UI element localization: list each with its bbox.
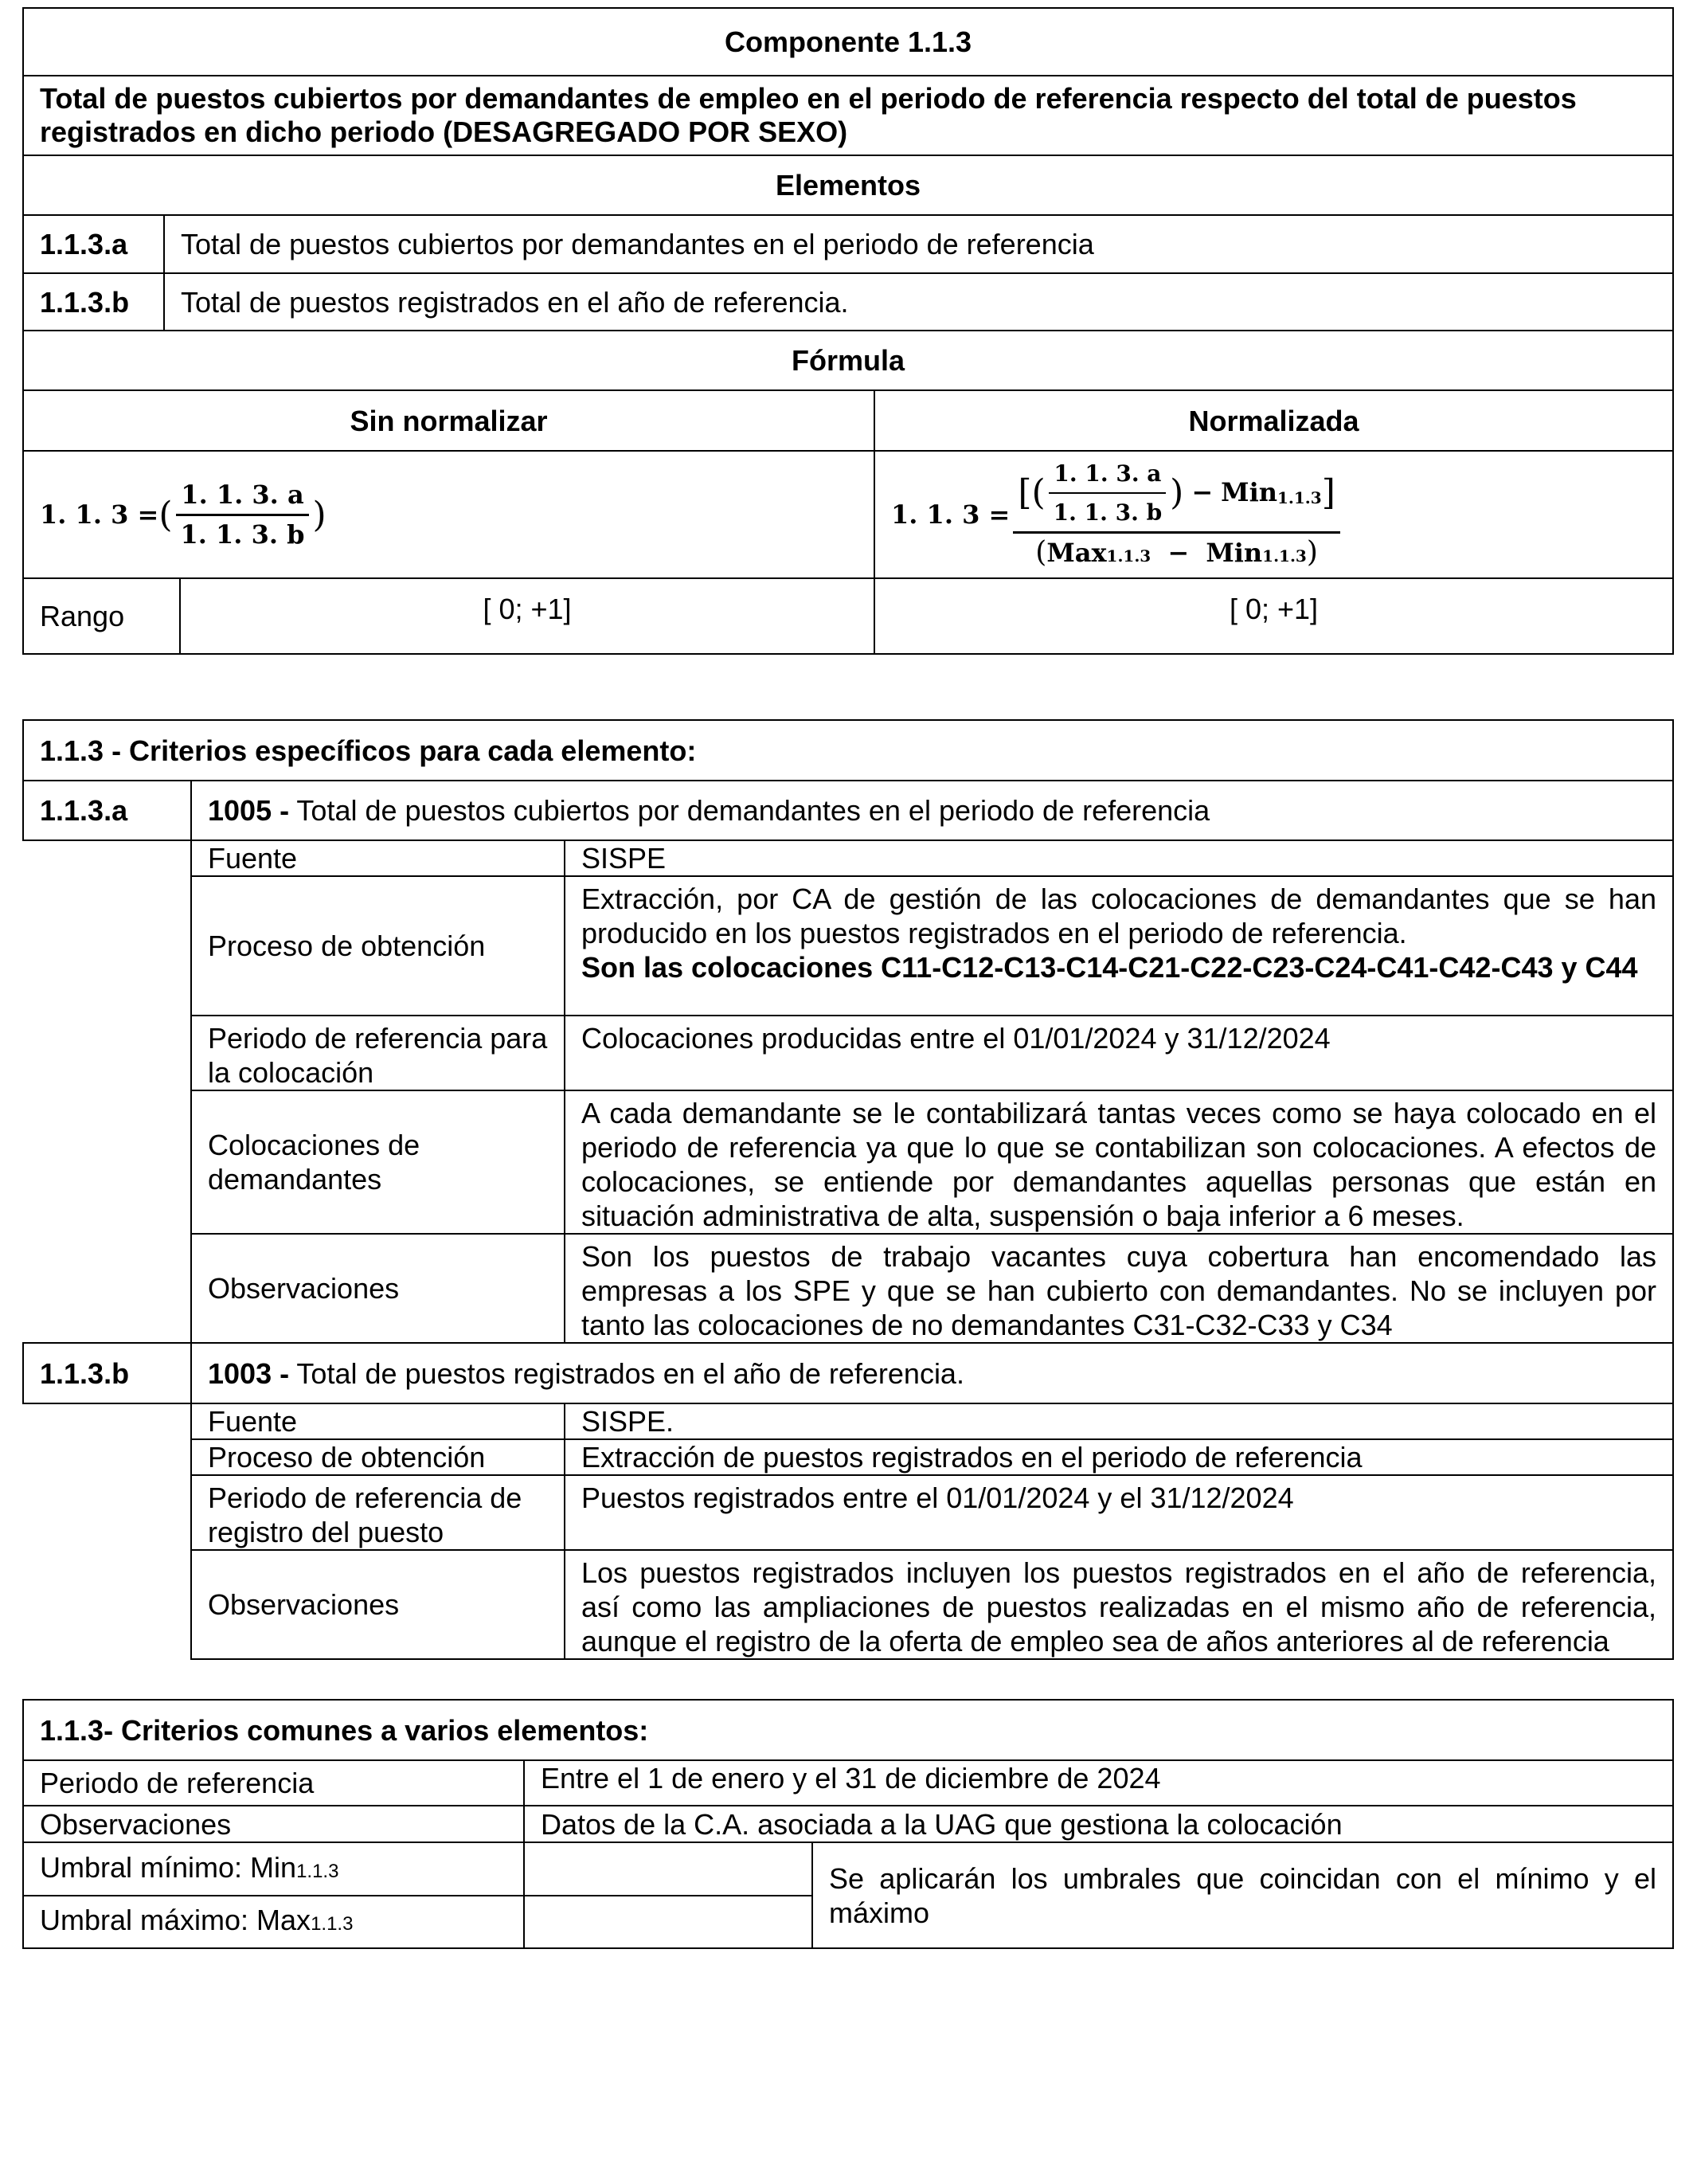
element-code: 1.1.3.a [23,215,164,273]
element-b-code: 1.1.3.b [23,1343,191,1403]
criteria-row [23,1550,1673,1659]
formula-sin-normalizar: 1. 1. 3 = ( $\frac{1. 1. 3. a}{1. 1. 3. b}$ ) [23,451,874,578]
criteria-row [23,1090,1673,1234]
criteria-label: Observaciones [191,1550,565,1659]
periodo-label: Periodo de referencia [23,1760,524,1806]
criteria-row [23,1016,1673,1090]
umbral-min-value [524,1842,812,1896]
common-row [23,1760,1673,1806]
criteria-value: Colocaciones producidas entre el 01/01/2024 y 31/12/2024 [565,1016,1673,1090]
element-code: 1.1.3.b [23,273,164,331]
criteria-value: Son los puestos de trabajo vacantes cuya cobertura han encomendado las empresas a los SPE y que se han cubierto con demandantes. No se incluyen por tanto las colocaciones de no demandantes C31-C32-C33 y C34 [565,1234,1673,1343]
common-row [23,1806,1673,1842]
criteria-row [23,1439,1673,1475]
observaciones-label: Observaciones [23,1806,524,1842]
criteria-row [23,1234,1673,1343]
criteria-row [23,840,1673,876]
rango-sin: [ 0; +1] [180,578,874,654]
criteria-row [23,1475,1673,1550]
umbral-note: Se aplicarán los umbrales que coincidan con el mínimo y el máximo [812,1842,1673,1948]
element-b-header [23,1343,1673,1403]
criteria-row [23,876,1673,1016]
umbral-row [23,1842,1673,1896]
criterios-especificos-table [22,719,1674,1660]
element-row [23,273,1673,331]
element-a-code: 1.1.3.a [23,781,191,840]
component-description: Total de puestos cubiertos por demandantes de empleo en el periodo de referencia respecto del total de puestos registrados en dicho periodo (DESAGREGADO POR SEXO) [23,76,1673,155]
criteria-label: Fuente [191,1403,565,1439]
umbral-max-label: Umbral máximo: Max1.1.3 [23,1896,524,1948]
umbral-min-label: Umbral mínimo: Min1.1.3 [23,1842,524,1896]
criteria-value: Extracción de puestos registrados en el periodo de referencia [565,1439,1673,1475]
criteria-value: SISPE [565,840,1673,876]
col-sin-normalizar: Sin normalizar [23,390,874,451]
rango-label: Rango [23,578,180,654]
componente-table [22,7,1674,655]
criteria-value: Los puestos registrados incluyen los puestos registrados en el año de referencia, así como las ampliaciones de puestos realizadas en el mismo año de referencia, aunque el registro de la oferta de empleo sea de años anteriores al de referencia [565,1550,1673,1659]
criteria-label: Proceso de obtención [191,876,565,1016]
criteria-label: Periodo de referencia de registro del puesto [191,1475,565,1550]
criteria-label: Proceso de obtención [191,1439,565,1475]
rango-norm: [ 0; +1] [874,578,1673,654]
criteria-row [23,1403,1673,1439]
umbral-max-value [524,1896,812,1948]
formula-header: Fórmula [23,331,1673,390]
criterios-especificos-title: 1.1.3 - Criterios específicos para cada elemento: [23,720,1673,781]
criterios-comunes-table [22,1699,1674,1949]
periodo-value: Entre el 1 de enero y el 31 de diciembre de 2024 [524,1760,1673,1806]
criteria-label: Fuente [191,840,565,876]
criteria-label: Observaciones [191,1234,565,1343]
criteria-value: Extracción, por CA de gestión de las colocaciones de demandantes que se han producido en los puestos registrados en el periodo de referencia. Son las colocaciones C11-C12-C13-C14-C21-C22-C23-C24-C41-C42-C43 y C44 [565,876,1673,1016]
element-row [23,215,1673,273]
criteria-value: A cada demandante se le contabilizará tantas veces como se haya colocado en el periodo de referencia ya que lo que se contabilizan son colocaciones. A efectos de colocaciones, se entiende por demandantes aquellas personas que están en situación administrativa de alta, suspensión o baja inferior a 6 meses. [565,1090,1673,1234]
criteria-value: Puestos registrados entre el 01/01/2024 y el 31/12/2024 [565,1475,1673,1550]
elements-header: Elementos [23,155,1673,215]
element-a-header [23,781,1673,840]
observaciones-value: Datos de la C.A. asociada a la UAG que gestiona la colocación [524,1806,1673,1842]
element-text: Total de puestos registrados en el año de referencia. [164,273,1673,331]
criteria-label: Periodo de referencia para la colocación [191,1016,565,1090]
col-normalizada: Normalizada [874,390,1673,451]
criterios-comunes-title: 1.1.3- Criterios comunes a varios elementos: [23,1700,1673,1760]
element-text: Total de puestos cubiertos por demandantes en el periodo de referencia [164,215,1673,273]
component-title: Componente 1.1.3 [23,8,1673,76]
formula-normalizada: 1. 1. 3 = [( $\frac{1. 1. 3. a}{1. 1. 3. b}$ ) − Min 1.1.3 ] (Max1.1.3 − Min1.1.3) [874,451,1673,578]
element-b-title: 1003 - Total de puestos registrados en el año de referencia. [191,1343,1673,1403]
element-a-title: 1005 - Total de puestos cubiertos por demandantes en el periodo de referencia [191,781,1673,840]
criteria-value: SISPE. [565,1403,1673,1439]
criteria-label: Colocaciones de demandantes [191,1090,565,1234]
